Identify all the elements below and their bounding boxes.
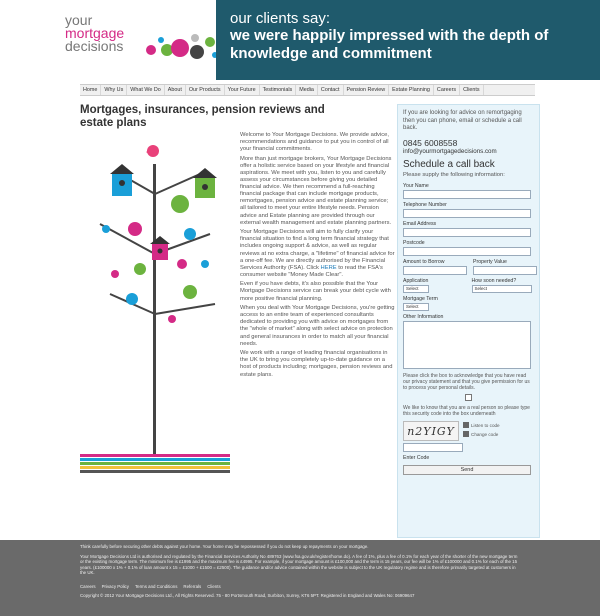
nav-item-our-products[interactable]: Our Products xyxy=(186,85,225,95)
page-title: Mortgages, insurances, pension reviews and estate plans xyxy=(80,104,325,129)
footer-link-terms-and-conditions[interactable]: Terms and Conditions xyxy=(134,583,178,589)
nav-item-your-future[interactable]: Your Future xyxy=(225,85,260,95)
main-content xyxy=(80,104,396,534)
refresh-icon xyxy=(463,431,469,437)
phone-number[interactable]: 0845 6008558 xyxy=(403,137,458,148)
application-label: Application xyxy=(403,277,429,284)
footer-warning: Think carefully before securing other debts against your home. Your home may be repossessed if you do not keep up repayments on your mortgage. xyxy=(80,544,369,549)
paragraph: We work with a range of leading financial organisations in the UK to bring you completely up-to-date guidance on a host of products including; mortgages, pension reviews and estate plans. xyxy=(240,350,393,378)
other-info-textarea[interactable] xyxy=(403,321,531,369)
telephone-label: Telephone Number xyxy=(403,201,447,208)
name-input[interactable] xyxy=(403,190,531,199)
property-input[interactable] xyxy=(473,266,537,275)
name-label: Your Name xyxy=(403,182,429,189)
email-input[interactable] xyxy=(403,228,531,237)
nav-item-about[interactable]: About xyxy=(165,85,186,95)
how-soon-label: How soon needed? xyxy=(471,277,517,284)
email-link[interactable]: info@yourmortgagedecisions.com xyxy=(403,147,497,155)
paragraph: When you deal with Your Mortgage Decisions, you're getting access to an entire team of experienced consultants dedicated to providing you with advice on mortgages from the "whole of market" along with select advice on protection and general insurances in order to match all your financial needs. xyxy=(240,305,395,347)
callback-sidebar xyxy=(397,104,540,538)
logo-dots-icon xyxy=(143,28,223,68)
application-select[interactable]: Select xyxy=(403,285,429,293)
nav-item-why-us[interactable]: Why Us xyxy=(101,85,127,95)
site-footer xyxy=(0,540,600,616)
footer-regulatory: Your Mortgage Decisions Ltd is authorised and regulated by the Financial Services Authority No 489763 (www.fsa.gov.uk/register/home.do). A fee of 1%, plus a fee of 0.1% for each year of the shorter of the new mortgage term or the existing mortgage term. The minimum fee is £1995 and the maximum fee is £4995. For example, if your mortgage amount is £100,000 and the term is 15 years, our fee will be 1% of £100000 and 0.1% for each of the 15 years. (£100000 x 1% + 0.1% of loan amount x 15 = £1000 + £1500 = £2500). The guidance and/or advice contained within the website is subject to the UK regulatory regime and is therefore primarily targeted at customers in the UK. xyxy=(80,553,518,576)
paragraph: More than just mortgage brokers, Your Mortgage Decisions offer a holistic service based on your lifestyle and financial aspirations. We meet with you, listen to you and carefully assess your circumstances before giving you detailed financial advice. We then recommend a full-reaching financial package that can include mortgage products, remortgages, pension advice and estate planning service; all tailored to meet your entire lifestyle needs. Pension advice and Estate planning are provided through our external wealth management and estate planning partners. xyxy=(240,155,392,226)
term-label: Mortgage Term xyxy=(403,295,438,302)
nav-item-testimonials[interactable]: Testimonials xyxy=(260,85,297,95)
postcode-label: Postcode xyxy=(403,239,425,246)
amount-label: Amount to Borrow xyxy=(403,258,445,265)
nav-item-pension-review[interactable]: Pension Review xyxy=(344,85,390,95)
footer-link-clients[interactable]: Clients xyxy=(207,583,221,589)
logo-text: your mortgage decisions xyxy=(65,12,125,54)
privacy-ack-text: Please click the box to acknowledge that you have read our privacy statement and that you give permission for us to process your personal details. xyxy=(403,372,530,392)
site-logo[interactable] xyxy=(65,12,215,72)
speaker-icon xyxy=(463,422,469,428)
captcha-input[interactable] xyxy=(403,443,463,452)
tree-illustration xyxy=(80,134,230,489)
nav-item-home[interactable]: Home xyxy=(80,85,101,95)
paragraph: Welcome to Your Mortgage Decisions. We provide advice, recommendations and guidance to put you in control of all your financial commitments. xyxy=(240,132,389,153)
main-nav xyxy=(80,84,535,96)
property-label: Property Value xyxy=(473,258,507,265)
term-select[interactable]: Select xyxy=(403,303,429,311)
nav-item-careers[interactable]: Careers xyxy=(434,85,460,95)
copyright: Copyright © 2012 Your Mortgage Decisions Ltd., All Rights Reserved. 75 - 80 Portsmouth Road, Surbiton, Surrey, KT6 5PT. Registered in England and Wales No: 06909647 xyxy=(80,592,415,598)
fsa-link[interactable]: HERE xyxy=(320,264,337,271)
captcha-image: n2YIGY xyxy=(403,421,459,441)
privacy-checkbox[interactable] xyxy=(465,394,472,401)
footer-link-referrals[interactable]: Referrals xyxy=(183,583,202,589)
send-button[interactable]: Send xyxy=(403,465,531,475)
birdhouse-icon xyxy=(110,164,134,196)
nav-item-media[interactable]: Media xyxy=(296,85,318,95)
banner-quote: we were happily impressed with the depth of knowledge and commitment xyxy=(230,27,549,62)
schedule-title: Schedule a call back xyxy=(403,158,495,170)
footer-links xyxy=(80,584,520,590)
captcha-instructions: We like to know that you are a real person so please type this security code into the box underneath xyxy=(403,404,530,418)
email-label: Email Address xyxy=(403,220,437,227)
sidebar-intro: If you are looking for advice on remortgaging then you can phone, email or schedule a call back. xyxy=(403,110,522,131)
testimonial-banner xyxy=(216,0,600,80)
nav-item-what-we-do[interactable]: What We Do xyxy=(127,85,164,95)
nav-item-clients[interactable]: Clients xyxy=(460,85,483,95)
listen-code-button[interactable]: Listen to code xyxy=(463,421,500,430)
postcode-input[interactable] xyxy=(403,247,531,256)
paragraph: Your Mortgage Decisions will aim to fully clarify your financial situation to find a long term financial strategy that includes ongoing support & advice, as well as regular reviews at no extra charge, a "lifetime" of financial advice for a one-off fee. We are directly authorised by the Financial Services Authority (FSA). Click HERE to read the FSA's consumer website "Money Made Clear". xyxy=(240,229,395,278)
other-info-label: Other Information xyxy=(403,313,444,320)
nav-item-contact[interactable]: Contact xyxy=(318,85,344,95)
amount-input[interactable] xyxy=(403,266,467,275)
telephone-input[interactable] xyxy=(403,209,531,218)
paragraph: Even if you have debts, it's also possible that the Your Mortgage Decisions service can break your debt cycle with more positive financial planning. xyxy=(240,281,391,302)
how-soon-select[interactable]: Select xyxy=(472,285,532,293)
footer-link-careers[interactable]: Careers xyxy=(80,583,96,589)
nav-item-estate-planning[interactable]: Estate Planning xyxy=(389,85,434,95)
footer-link-privacy-policy[interactable]: Privacy Policy xyxy=(101,583,129,589)
enter-code-label: Enter Code xyxy=(403,454,430,461)
intro-text xyxy=(240,132,395,381)
banner-label: our clients say: xyxy=(230,10,331,27)
form-instructions: Please supply the following information: xyxy=(403,171,505,178)
change-code-button[interactable]: Change code xyxy=(463,430,500,439)
site-header xyxy=(0,0,600,84)
